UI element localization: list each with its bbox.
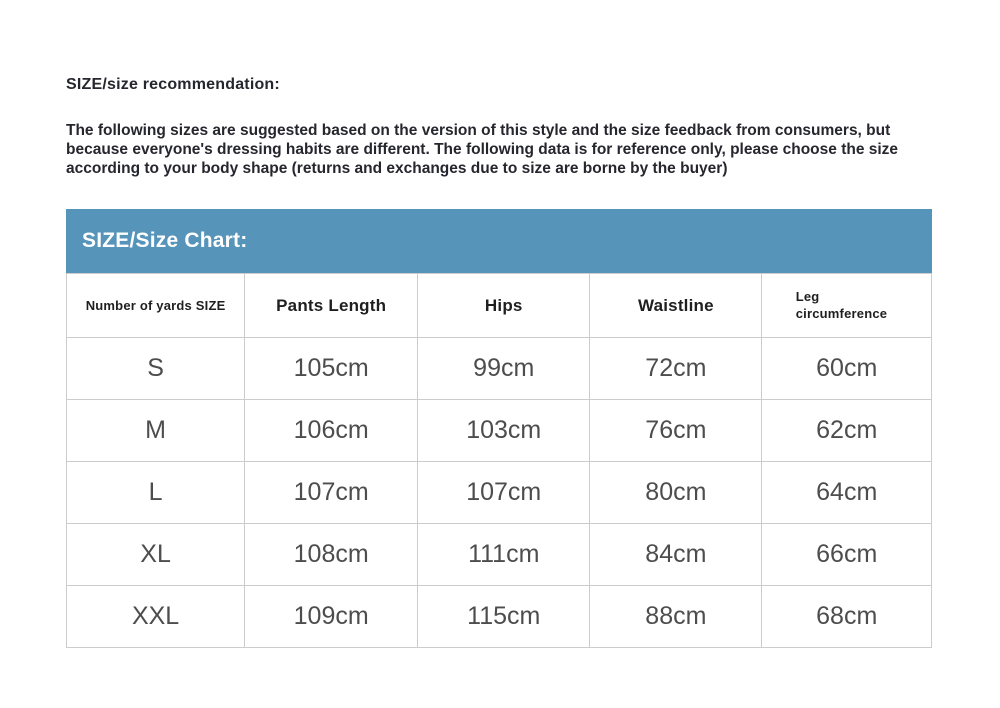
table-row: [67, 338, 932, 400]
cell-size: L: [67, 462, 245, 524]
table-row: [67, 462, 932, 524]
cell-waistline: 88cm: [590, 586, 762, 648]
cell-hips: 111cm: [418, 524, 590, 586]
cell-hips: 103cm: [418, 400, 590, 462]
column-header-leg-circumference-label: Leg circumference: [795, 288, 888, 321]
size-chart-banner-title: SIZE/Size Chart:: [82, 229, 248, 252]
page-title: SIZE/size recommendation:: [66, 76, 280, 93]
cell-size: XL: [67, 524, 245, 586]
intro-paragraph: The following sizes are suggested based on the version of this style and the size feedback from consumers, but because everyone's dressing habits are different. The following data is for reference only, please choose the size according to your body shape (returns and exchanges due to size are borne by the buyer): [66, 122, 899, 177]
cell-hips: 99cm: [418, 338, 590, 400]
cell-pants-length: 106cm: [245, 400, 418, 462]
cell-size: XXL: [67, 586, 245, 648]
column-header-leg-circumference: [762, 274, 932, 338]
cell-leg-circumference: 60cm: [762, 338, 932, 400]
size-chart-table: [66, 273, 932, 648]
table-row: [67, 586, 932, 648]
cell-pants-length: 109cm: [245, 586, 418, 648]
table-header-row: [67, 274, 932, 338]
table-row: [67, 524, 932, 586]
cell-leg-circumference: 64cm: [762, 462, 932, 524]
content-area: [66, 76, 932, 648]
column-header-pants-length: Pants Length: [245, 274, 418, 338]
cell-pants-length: 107cm: [245, 462, 418, 524]
cell-waistline: 72cm: [590, 338, 762, 400]
table-row: [67, 400, 932, 462]
cell-pants-length: 108cm: [245, 524, 418, 586]
column-header-hips: Hips: [418, 274, 590, 338]
cell-pants-length: 105cm: [245, 338, 418, 400]
cell-hips: 115cm: [418, 586, 590, 648]
cell-size: M: [67, 400, 245, 462]
cell-size: S: [67, 338, 245, 400]
cell-leg-circumference: 62cm: [762, 400, 932, 462]
cell-waistline: 80cm: [590, 462, 762, 524]
size-chart-banner: [66, 209, 932, 273]
cell-waistline: 84cm: [590, 524, 762, 586]
column-header-waistline: Waistline: [590, 274, 762, 338]
cell-waistline: 76cm: [590, 400, 762, 462]
cell-leg-circumference: 68cm: [762, 586, 932, 648]
cell-hips: 107cm: [418, 462, 590, 524]
column-header-size: Number of yards SIZE: [67, 274, 245, 338]
cell-leg-circumference: 66cm: [762, 524, 932, 586]
